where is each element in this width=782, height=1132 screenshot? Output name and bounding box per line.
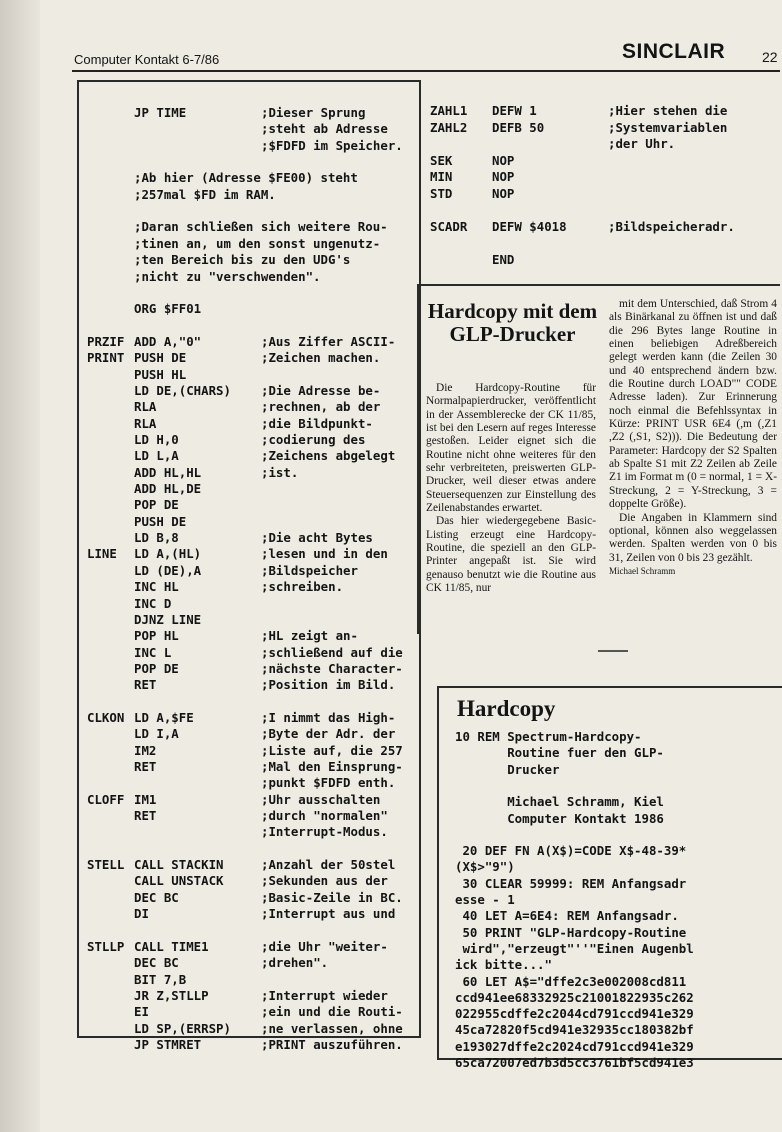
code-line [87,464,417,481]
code-comment: ;Interrupt aus und [261,906,396,922]
code-line [87,905,417,922]
code-instruction: NOP [492,152,515,168]
code-instruction: ADD A,"0" [134,333,202,349]
code-instruction: DJNZ LINE [134,611,202,627]
code-instruction: IM1 [134,791,157,807]
code-comment: ;schließend auf die [261,644,403,660]
code-instruction: ;Ab hier (Adresse $FE00) steht [134,170,358,186]
code-line [87,693,417,710]
listing-line: Routine fuer den GLP- [455,745,664,761]
code-line [430,119,760,136]
code-line [430,235,760,252]
code-label: CLOFF [87,791,125,807]
code-comment: ;steht ab Adresse [261,121,388,137]
code-instruction: DEC BC [134,889,179,905]
code-comment: ;Mal den Einsprung- [261,759,403,774]
code-line [87,480,417,497]
code-line [430,135,760,152]
header-rule [72,70,780,72]
code-label: STD [430,186,453,201]
code-comment: ;drehen". [261,955,329,971]
code-instruction: RLA [134,399,157,415]
listing-line: Drucker [455,761,560,777]
code-instruction: DEFW 1 [492,103,537,118]
code-comment: ;$FDFD im Speicher. [261,137,403,153]
code-instruction: NOP [492,169,515,185]
code-label: CLKON [87,709,125,725]
code-instruction: INC D [134,595,172,611]
code-instruction: JP STMRET [134,1036,202,1052]
code-instruction: ;ten Bereich bis zu den UDG's [134,252,351,268]
code-comment: ;rechnen, ab der [261,399,381,415]
code-instruction: RET [134,759,157,774]
code-comment: ;nächste Character- [261,660,403,676]
code-line [87,268,417,285]
code-instruction: ADD HL,DE [134,481,202,497]
code-comment: ;Zeichen machen. [261,350,381,366]
code-instruction: INC HL [134,579,179,595]
code-instruction: POP DE [134,497,179,513]
code-comment: ;schreiben. [261,579,344,595]
code-line [87,807,417,824]
code-instruction: NOP [492,186,515,201]
code-label: LINE [87,546,117,562]
code-comment: ;Zeichens abgelegt [261,448,396,464]
code-line [87,660,417,677]
magazine-issue: Computer Kontakt 6-7/86 [74,52,220,67]
code-label: PRINT [87,350,125,366]
code-comment: ;Die acht Bytes [261,530,373,546]
code-comment: ;codierung des [261,432,366,447]
code-instruction: RET [134,808,157,824]
article-author: Michael Schramm [609,565,676,576]
code-label: MIN [430,169,453,185]
code-comment: ;die Bildpunkt- [261,415,373,431]
listing-line: 60 LET A$="dffe2c3e002008cd811 [455,973,687,989]
code-line [87,284,417,301]
code-instruction: RET [134,677,157,693]
code-line [430,152,760,169]
code-instruction: LD DE,(CHARS) [134,382,231,398]
code-comment: ;Interrupt wieder [261,987,388,1003]
code-comment: ;Basic-Zeile in BC. [261,889,403,905]
code-line [87,218,417,235]
code-instruction: CALL UNSTACK [134,873,224,889]
listing-line: 45ca72820f5cd941e32935cc180382bf [455,1022,694,1038]
article-headline: Hardcopy mit dem GLP-Drucker [427,299,598,346]
code-line [87,987,417,1004]
code-instruction: LD L,A [134,448,179,464]
listing-line: 30 CLEAR 59999: REM Anfangsadr [455,875,687,891]
code-line [87,545,417,562]
article-paragraph: Das hier wiedergegebene Basic-Listing erzeugt eine Hardcopy-Routine, die speziell an den GLP-Printer angepaßt ist. Sie wird genauso benutzt wie die Routine aus CK 11/85, nur [426,515,596,595]
code-line [87,251,417,268]
article-column-1 [426,382,596,596]
code-line [87,971,417,988]
listing-line: (X$>"9") [455,859,515,875]
code-comment: ;Uhr ausschalten [261,791,381,807]
code-line [87,447,417,464]
basic-listing-box [437,686,782,1070]
code-line [430,202,760,219]
code-line [87,922,417,939]
code-comment: ;Aus Ziffer ASCII- [261,333,396,349]
listing-line: ccd941ee68332925c21001822935c262 [455,989,694,1005]
code-instruction: ;Daran schließen sich weitere Rou- [134,219,388,235]
article-column-2 [609,298,777,578]
code-line [87,415,417,432]
code-line [87,676,417,693]
code-instruction: PUSH HL [134,366,187,382]
listing-line: e193027dffe2c2024cd791ccd941e329 [455,1038,694,1054]
code-label: STLLP [87,938,125,954]
code-line [87,595,417,612]
column-end-rule [598,650,628,652]
code-instruction: LD H,0 [134,432,179,447]
code-instruction: ORG $FF01 [134,301,202,317]
code-instruction: LD A,(HL) [134,546,202,562]
listing-line: esse - 1 [455,892,515,907]
code-instruction: JR Z,STLLP [134,987,209,1003]
code-line [87,300,417,317]
code-instruction: ;tinen an, um den sonst ungenutz- [134,235,381,251]
code-instruction: JP TIME [134,105,187,120]
code-instruction: DEFW $4018 [492,219,567,235]
code-line [87,431,417,448]
page-number: 22 [762,49,778,65]
code-instruction: CALL STACKIN [134,857,224,873]
article-paragraph: Die Angaben in Klammern sind optional, können also weggelassen werden. Spalten werden von 0 bis 31, Zeilen von 0 bis 23 gezählt. [609,511,777,564]
code-instruction: ;257mal $FD im RAM. [134,186,276,202]
code-comment: ;durch "normalen" [261,808,388,824]
code-line [87,153,417,170]
code-line [87,529,417,546]
code-line [87,120,417,137]
listing-line: 20 DEF FN A(X$)=CODE X$-48-39* [455,843,687,859]
code-line [87,202,417,219]
code-label: PRZIF [87,333,125,349]
listing-line: Michael Schramm, Kiel [455,794,664,810]
code-instruction: ADD HL,HL [134,464,202,480]
code-comment: ;Bildspeicheradr. [608,219,735,235]
code-line [87,823,417,840]
code-comment: ;Liste auf, die 257 [261,742,403,758]
code-line [430,185,760,202]
section-title: SINCLAIR [622,40,726,63]
code-line [87,169,417,186]
code-instruction: LD B,8 [134,530,179,546]
code-line [87,856,417,873]
code-comment: ;I nimmt das High- [261,709,396,725]
code-instruction: END [492,252,515,268]
code-line [87,496,417,513]
article-paragraph: Die Hardcopy-Routine für Normalpapierdrucker, veröffentlicht in der Assemblerecke der CK 11/85, ist bei den Lesern auf reges Interesse gestoßen. Leider eignet sich die Routine nicht ohne weiteres für den sehr verbreiteten, preiswerten GLP-Drucker, weil dieser etwas andere Steuersequenzen zur Einstellung des Zeilenabstandes erwartet. [426,382,596,515]
code-comment: ;lesen und in den [261,546,388,562]
code-line [87,317,417,334]
code-instruction: PUSH DE [134,513,187,529]
code-line [430,251,760,268]
code-label: ZAHL1 [430,103,468,118]
code-line [87,791,417,808]
code-line [87,562,417,579]
listing-line: 50 PRINT "GLP-Hardcopy-Routine [455,924,687,940]
code-line [87,186,417,203]
article-paragraph: mit dem Unterschied, daß Strom 4 als Binärkanal zu öffnen ist und daß die 296 Bytes lange Routine in einen beliebigen Adreßbereich gelegt werden kann (die Zeilen 30 und 40 entsprechend ändern bzw. die Routine durch LOAD"" CODE Adresse laden). Zur Erinnerung noch einmal die Befehlssyntax in Kürze: PRINT USR 6E4 (,m (,Z1 ,Z2 (,S1, S2))). Die Bedeutung der Parameter: Hardcopy der S2 Spalten ab Spalte S1 mit Z2 Zeilen ab Zeile Z1 im Format m (0 = normal, 1 = X-Streckung, 2 = Y-Streckung, 3 = doppelte Größe). [609,298,777,511]
listing-line: wird","erzeugt"''"Einen Augenbl [455,940,694,956]
code-comment: ;Systemvariablen [608,119,728,135]
code-line [430,218,760,235]
code-line [430,168,760,185]
page-gutter [0,0,40,1132]
code-comment: ;Interrupt-Modus. [261,824,388,840]
code-instruction: DI [134,906,149,922]
code-label: STELL [87,857,125,873]
code-line [87,758,417,775]
code-line [87,398,417,415]
code-instruction: BIT 7,B [134,971,187,987]
code-line [87,742,417,759]
page-header [72,40,780,70]
listing-line: Computer Kontakt 1986 [455,810,664,826]
code-label: SEK [430,152,453,168]
code-line [87,1003,417,1020]
listing-line: 022955cdffe2c2044cd791ccd941e329 [455,1006,694,1022]
code-instruction: INC L [134,644,172,660]
code-label: SCADR [430,219,468,235]
code-line [87,611,417,628]
assembler-listing-box [77,80,421,1052]
code-comment: ;Position im Bild. [261,677,396,693]
listing-line: 65ca72007ed7b3d5cc3761bf5cd941e3 [455,1055,694,1070]
code-line [87,954,417,971]
code-line [87,774,417,791]
code-comment: ;ein und die Routi- [261,1004,403,1020]
assembler-listing-continued [420,96,780,286]
code-instruction: DEC BC [134,955,179,971]
code-comment: ;ne verlassen, ohne [261,1020,403,1036]
code-comment: ;PRINT auszuführen. [261,1036,403,1052]
code-instruction: IM2 [134,742,157,758]
listing-title: Hardcopy [457,696,556,721]
code-line [87,104,417,121]
code-line [87,382,417,399]
code-instruction: POP HL [134,628,179,644]
code-instruction: CALL TIME1 [134,938,209,954]
code-instruction: DEFB 50 [492,119,545,135]
code-instruction: POP DE [134,660,179,676]
code-line [87,513,417,530]
code-line [87,709,417,726]
code-line [87,1020,417,1037]
code-instruction: LD (DE),A [134,562,202,578]
code-line [87,627,417,644]
code-comment: ;HL zeigt an- [261,628,358,644]
code-instruction: PUSH DE [134,350,187,366]
code-line [87,938,417,955]
code-comment: ;punkt $FDFD enth. [261,775,396,791]
code-instruction: LD SP,(ERRSP) [134,1020,231,1036]
code-line [87,349,417,366]
code-comment: ;der Uhr. [608,136,676,152]
listing-line: 10 REM Spectrum-Hardcopy- [455,729,642,744]
code-line [87,578,417,595]
code-line [87,333,417,350]
code-instruction: LD A,$FE [134,709,194,725]
code-line [87,366,417,383]
code-label: ZAHL2 [430,119,468,135]
code-comment: ;Sekunden aus der [261,873,388,889]
code-comment: ;Byte der Adr. der [261,726,396,742]
code-instruction: ;nicht zu "verschwenden". [134,268,321,284]
code-comment: ;Die Adresse be- [261,382,381,398]
code-line [87,725,417,742]
code-instruction: EI [134,1004,149,1020]
code-comment: ;Bildspeicher [261,562,358,578]
code-line [430,102,760,119]
code-comment: ;Anzahl der 50stel [261,857,396,873]
code-comment: ;Hier stehen die [608,103,728,118]
code-line [87,137,417,154]
code-line [87,644,417,661]
code-line [87,889,417,906]
listing-line: ick bitte..." [455,957,552,973]
code-line [87,235,417,252]
code-comment: ;Dieser Sprung [261,105,366,120]
code-comment: ;ist. [261,464,299,480]
listing-line: 40 LET A=6E4: REM Anfangsadr. [455,908,679,924]
code-comment: ;die Uhr "weiter- [261,938,388,954]
code-instruction: LD I,A [134,726,179,742]
code-line [87,1036,417,1053]
code-line [87,840,417,857]
code-line [87,872,417,889]
code-instruction: RLA [134,415,157,431]
